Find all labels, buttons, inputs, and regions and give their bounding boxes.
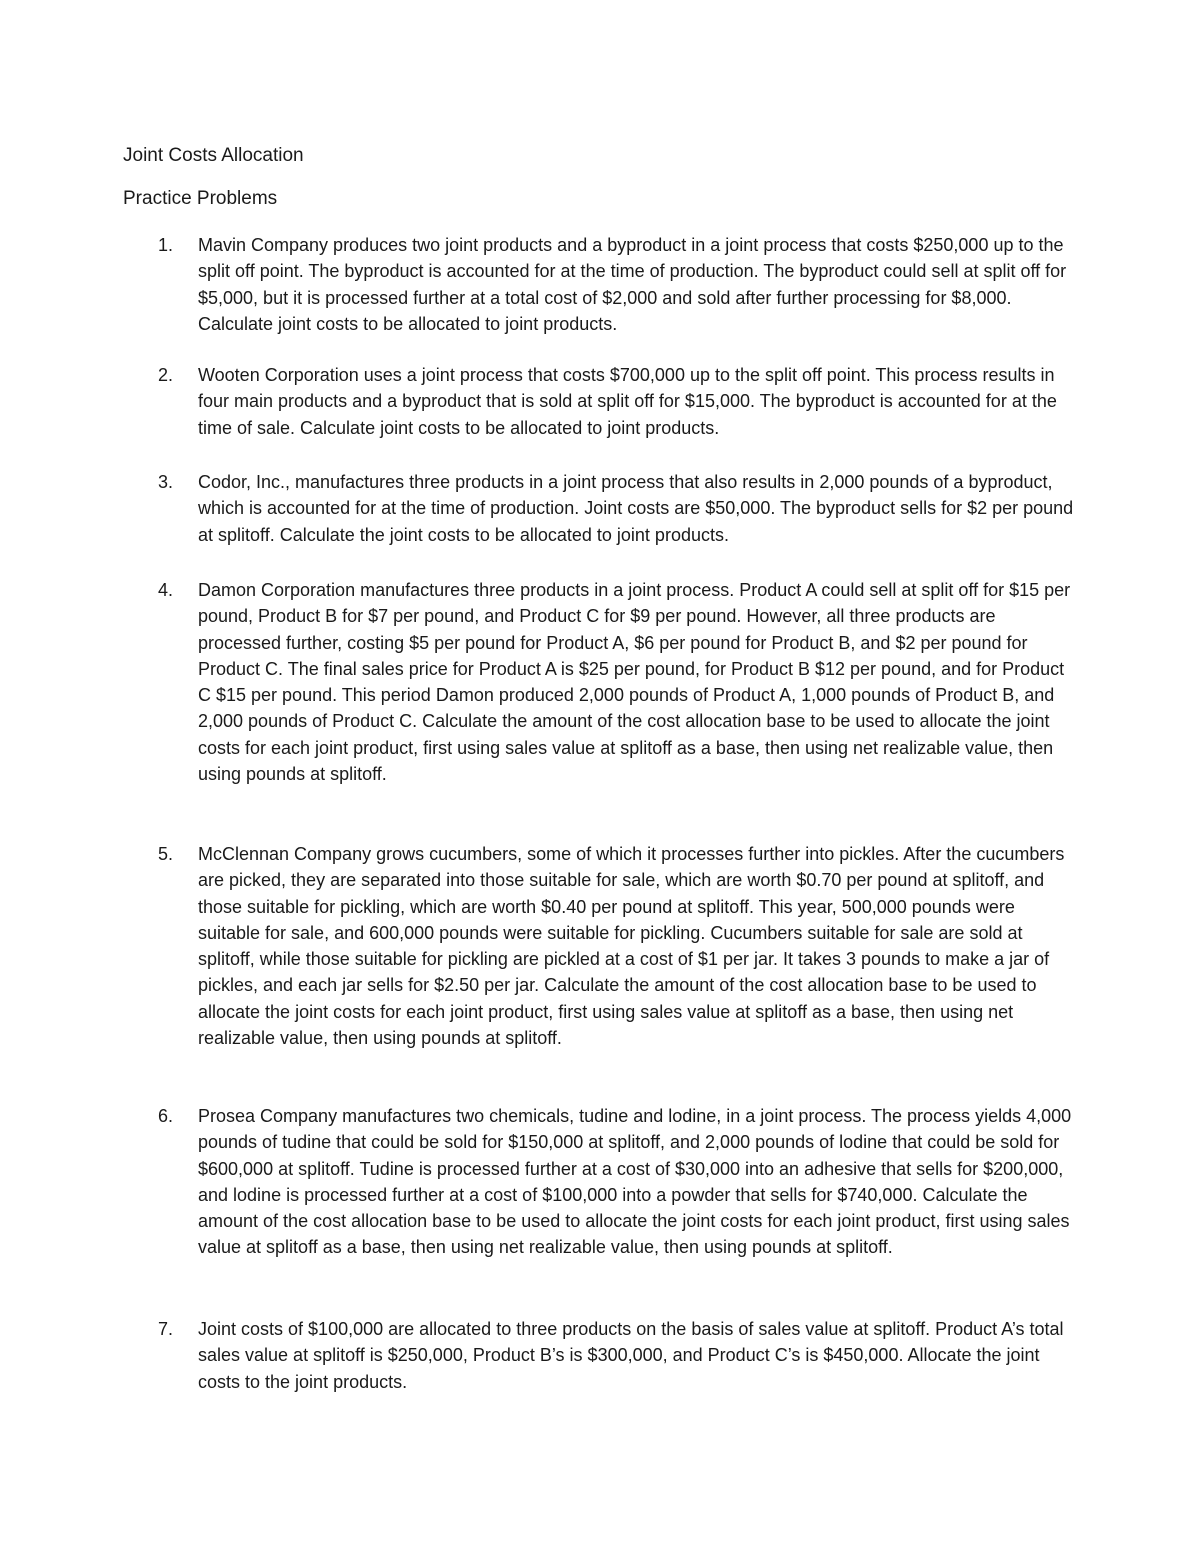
- problem-item: [158, 362, 1078, 441]
- document-subtitle: Practice Problems: [123, 188, 278, 209]
- problem-text: Joint costs of $100,000 are allocated to three products on the basis of sales value at splitoff. Product A’s total sales value at splitoff is $250,000, Product B’s is $300,000, and Product C’s is $450,000. Allocate the joint costs to the joint products.: [198, 1319, 1064, 1392]
- problem-text: Wooten Corporation uses a joint process that costs $700,000 up to the split off point. This process results in four main products and a byproduct that is sold at split off for $15,000. The byproduct is accounted for at the time of sale. Calculate joint costs to be allocated to joint products.: [198, 365, 1057, 438]
- problem-number: 4.: [158, 580, 174, 600]
- problem-text: McClennan Company grows cucumbers, some of which it processes further into pickles. After the cucumbers are picked, they are separated into those suitable for sale, which are worth $0.70 per pound at splitoff, and those suitable for pickling, which are worth $0.40 per pound at splitoff. This year, 500,000 pounds were suitable for sale, and 600,000 pounds were suitable for pickling. Cucumbers suitable for sale are sold at splitoff, while those suitable for pickling are pickled at a cost of $1 per jar. It takes 3 pounds to make a jar of pickles, and each jar sells for $2.50 per jar. Calculate the amount of the cost allocation base to be used to allocate the joint costs for each joint product, first using sales value at splitoff as a base, then using net realizable value, then using pounds at splitoff.: [198, 844, 1065, 1049]
- problem-item: [158, 469, 1078, 548]
- problem-text: Codor, Inc., manufactures three products in a joint process that also results in 2,000 pounds of a byproduct, which is accounted for at the time of production. Joint costs are $50,000. The byproduct sells for $2 per pound at splitoff. Calculate the joint costs to be allocated to joint products.: [198, 472, 1074, 545]
- problem-item: [158, 232, 1078, 337]
- problem-item: [158, 1316, 1078, 1395]
- problem-number: 5.: [158, 844, 174, 864]
- problem-text: Mavin Company produces two joint products and a byproduct in a joint process that costs $250,000 up to the split off point. The byproduct is accounted for at the time of production. The byproduct could sell at split off for $5,000, but it is processed further at a total cost of $2,000 and sold after further processing for $8,000. Calculate joint costs to be allocated to joint products.: [198, 235, 1067, 334]
- problem-item: [158, 841, 1078, 1051]
- problem-number: 7.: [158, 1319, 174, 1339]
- problem-number: 2.: [158, 365, 174, 385]
- problem-item: [158, 577, 1078, 787]
- problem-item: [158, 1103, 1078, 1261]
- document-title: Joint Costs Allocation: [123, 145, 304, 166]
- problem-text: Damon Corporation manufactures three products in a joint process. Product A could sell at split off for $15 per pound, Product B for $7 per pound, and Product C for $9 per pound. However, all three products are processed further, costing $5 per pound for Product A, $6 per pound for Product B, and $2 per pound for Product C. The final sales price for Product A is $25 per pound, for Product B $12 per pound, and for Product C $15 per pound. This period Damon produced 2,000 pounds of Product A, 1,000 pounds of Product B, and 2,000 pounds of Product C. Calculate the amount of the cost allocation base to be used to allocate the joint costs for each joint product, first using sales value at splitoff as a base, then using net realizable value, then using pounds at splitoff.: [198, 580, 1071, 785]
- problem-number: 3.: [158, 472, 174, 492]
- problem-text: Prosea Company manufactures two chemicals, tudine and lodine, in a joint process. The process yields 4,000 pounds of tudine that could be sold for $150,000 at splitoff, and 2,000 pounds of lodine that could be sold for $600,000 at splitoff. Tudine is processed further at a cost of $30,000 into an adhesive that sells for $200,000, and lodine is processed further at a cost of $100,000 into a powder that sells for $740,000. Calculate the amount of the cost allocation base to be used to allocate the joint costs for each joint product, first using sales value at splitoff as a base, then using net realizable value, then using pounds at splitoff.: [198, 1106, 1072, 1258]
- problem-number: 6.: [158, 1106, 174, 1126]
- problem-number: 1.: [158, 235, 174, 255]
